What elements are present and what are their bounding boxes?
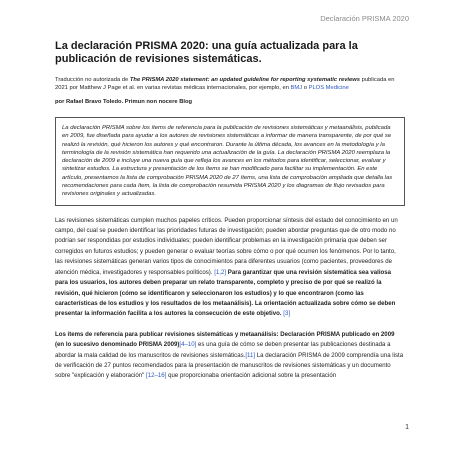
original-title: The PRISMA 2020 statement: an updated guideline for reporting systematic reviews	[129, 77, 360, 83]
note-conjunction: o	[302, 85, 309, 91]
plos-medicine-link[interactable]: PLOS Medicine	[308, 85, 349, 91]
paragraph-2-text-d: que proporcionaba orientación adicional sobre la presentación	[166, 372, 337, 380]
bmj-link[interactable]: BMJ	[290, 85, 303, 91]
note-prefix: Traducción no autorizada de	[55, 77, 130, 83]
paragraph-1	[55, 216, 405, 320]
abstract-box: La declaración PRISMA sobre los ítems de referencia para la publicación de revisiones sistemáticas y metaanálisis, publicada en 2009, fue diseñada para ayudar a los autores de revisiones sistemáticas a informar de manera transparente, de por qué se realizó la revisión, qué hicieron los autores y qué encontraron. Durante la última década, los avances en la metodología y la terminología de la revisión sistemática han requerido una actualización de la guía. La declaración PRISMA 2020 reemplaza la declaración de 2009 e incluye una nueva guía que refleja los avances en los métodos para identificar, seleccionar, evaluar y sintetizar estudios. La estructura y presentación de los ítems se han modificado para facilitar su implementación. En este artículo, presentamos la lista de comprobación PRISMA 2020 de 27 ítems, una lista de comprobación ampliada que detalla las recomendaciones para cada ítem, la lista de comprobación resumida PRISMA 2020 y los diagramas de flujo revisados para revisiones originales y actualizadas.	[55, 117, 405, 206]
translation-note	[55, 76, 405, 92]
paragraph-1-text-a: Las revisiones sistemáticas cumplen muchos papeles críticos. Pueden proporcionar síntesis del estado del conocimiento en un campo, del cual se pueden identificar las prioridades futuras de investigación; pueden abordar preguntas que de otro modo no podrían ser respondidas por estudios individuales; pueden identificar problemas en la investigación primaria que deben ser corregidos en futuros estudios; y pueden generar o evaluar teorías sobre cómo o por qué ocurren los fenómenos. Por lo tanto, las revisiones sistemáticas generan varios tipos de conocimientos para diferentes usuarios (como pacientes, proveedores de atención médica, investigadores y responsables políticos).	[55, 216, 398, 276]
paragraph-2-text-c: La declaración PRISMA de 2009 comprendía una lista de verificación de 27 puntos recomendados para la presentación de manuscritos de revisiones sistemáticas y un documento sobre "explicación y elaboración"	[55, 351, 404, 380]
running-header: Declaración PRISMA 2020	[320, 14, 409, 23]
reference-link-12-16[interactable]: [12–16]	[146, 372, 167, 380]
reference-link-3[interactable]: [3]	[283, 310, 291, 318]
paragraph-2	[55, 330, 405, 382]
reference-link-1-2[interactable]: [1,2]	[214, 268, 227, 276]
article-body	[55, 40, 405, 382]
reference-link-11[interactable]: [11]	[245, 351, 256, 359]
page-number: 1	[405, 424, 409, 431]
note-middle: publicada en 2021 por Matthew J Page et al. en varias revistas médicas internacionales, por ejemplo, en	[55, 77, 395, 91]
byline: por Rafael Bravo Toledo. Primun non nocere Blog	[55, 99, 193, 105]
article-title: La declaración PRISMA 2020: una guía actualizada para la publicación de revisiones sistemáticas.	[55, 40, 358, 65]
paragraph-1-text-b: Para garantizar que una revisión sistemática sea valiosa para los usuarios, los autores deben preparar un relato transparente, completo y preciso de por qué se realizó la revisión, qué hicieron (cómo se identificaron y seleccionaron los estudios) y lo que encontraron (como las características de los estudios y los resultados de los metaanálisis). La orientación actualizada sobre cómo se deben presentar la información facilita a los autores la consecución de este objetivo.	[55, 268, 396, 318]
reference-link-4-10[interactable]: [4–10]	[179, 341, 197, 349]
paragraph-2-text-b: es una guía de cómo se deben presentar las publicaciones destinada a abordar la mala calidad de los manuscritos de revisiones sistemáticas.	[55, 341, 391, 359]
paragraph-2-text-a: Los ítems de referencia para publicar revisiones sistemáticas y metaanálisis: Declaración PRISMA publicado en 2009 (en lo sucesivo denominado PRISMA 2009)	[55, 330, 395, 349]
